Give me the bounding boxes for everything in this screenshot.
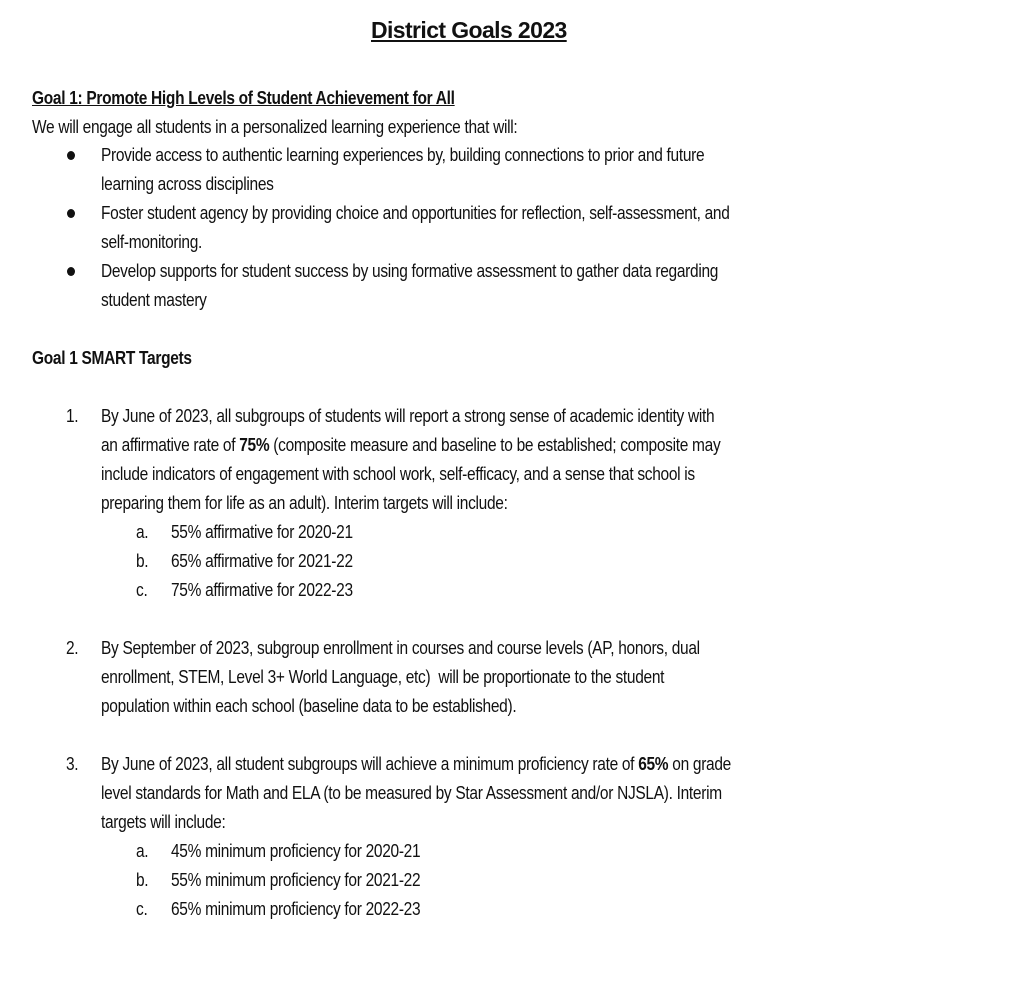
goal1-heading: Goal 1: Promote High Levels of Student Achievement for All (32, 88, 455, 108)
target-1-line2-a: an affirmative rate of (101, 435, 240, 455)
target-1-line1: By June of 2023, all subgroups of students will report a strong sense of academic identity with (101, 406, 715, 426)
target-1-number: 1. (66, 406, 79, 426)
target-3-sub-b-letter: b. (136, 870, 149, 890)
target-1-sub-c-letter: c. (136, 580, 148, 600)
target-3-number: 3. (66, 754, 79, 774)
target-3-line3: targets will include: (101, 812, 226, 832)
bullet-icon (67, 151, 75, 160)
goal1-bullet-2-line2: self-monitoring. (101, 232, 203, 252)
target-3-line1-b: on grade (668, 754, 731, 774)
target-1-line4: preparing them for life as an adult). Interim targets will include: (101, 493, 508, 513)
target-3-sub-b: 55% minimum proficiency for 2021-22 (171, 870, 421, 890)
document-title: District Goals 2023 (371, 17, 567, 43)
target-1-sub-b: 65% affirmative for 2021-22 (171, 551, 353, 571)
goal1-bullet-1-line1: Provide access to authentic learning experiences by, building connections to prior and future (101, 145, 705, 165)
target-3-highlight-65: 65% (638, 754, 669, 774)
target-2-line3: population within each school (baseline data to be established). (101, 696, 517, 716)
target-1-sub-c: 75% affirmative for 2022-23 (171, 580, 353, 600)
goal1-bullet-3-line2: student mastery (101, 290, 207, 310)
goal1-bullet-2-line1: Foster student agency by providing choice and opportunities for reflection, self-assessment, and (101, 203, 730, 223)
target-1-sub-a: 55% affirmative for 2020-21 (171, 522, 353, 542)
bullet-icon (67, 209, 75, 218)
target-1-sub-b-letter: b. (136, 551, 149, 571)
target-1-line2 (101, 434, 720, 456)
goal1-bullet-1-line2: learning across disciplines (101, 174, 274, 194)
target-3-sub-a-letter: a. (136, 841, 149, 861)
target-3-sub-a: 45% minimum proficiency for 2020-21 (171, 841, 421, 861)
bullet-icon (67, 267, 75, 276)
target-2-line1: By September of 2023, subgroup enrollment in courses and course levels (AP, honors, dual (101, 638, 700, 658)
target-1-line2-b: (composite measure and baseline to be established; composite may (269, 435, 721, 455)
goal1-intro: We will engage all students in a personalized learning experience that will: (32, 117, 518, 137)
target-3-line1 (101, 753, 731, 775)
target-1-line3: include indicators of engagement with school work, self-efficacy, and a sense that school is (101, 464, 695, 484)
target-3-sub-c: 65% minimum proficiency for 2022-23 (171, 899, 421, 919)
target-1-highlight-75: 75% (239, 435, 270, 455)
target-1-sub-a-letter: a. (136, 522, 149, 542)
goal1-bullet-3-line1: Develop supports for student success by using formative assessment to gather data regarding (101, 261, 719, 281)
target-2-number: 2. (66, 638, 79, 658)
target-3-line2: level standards for Math and ELA (to be measured by Star Assessment and/or NJSLA). Interim (101, 783, 722, 803)
target-3-sub-c-letter: c. (136, 899, 148, 919)
target-2-line2: enrollment, STEM, Level 3+ World Language, etc) will be proportionate to the student (101, 667, 665, 687)
target-3-line1-a: By June of 2023, all student subgroups will achieve a minimum proficiency rate of (101, 754, 639, 774)
smart-targets-heading: Goal 1 SMART Targets (32, 348, 192, 368)
